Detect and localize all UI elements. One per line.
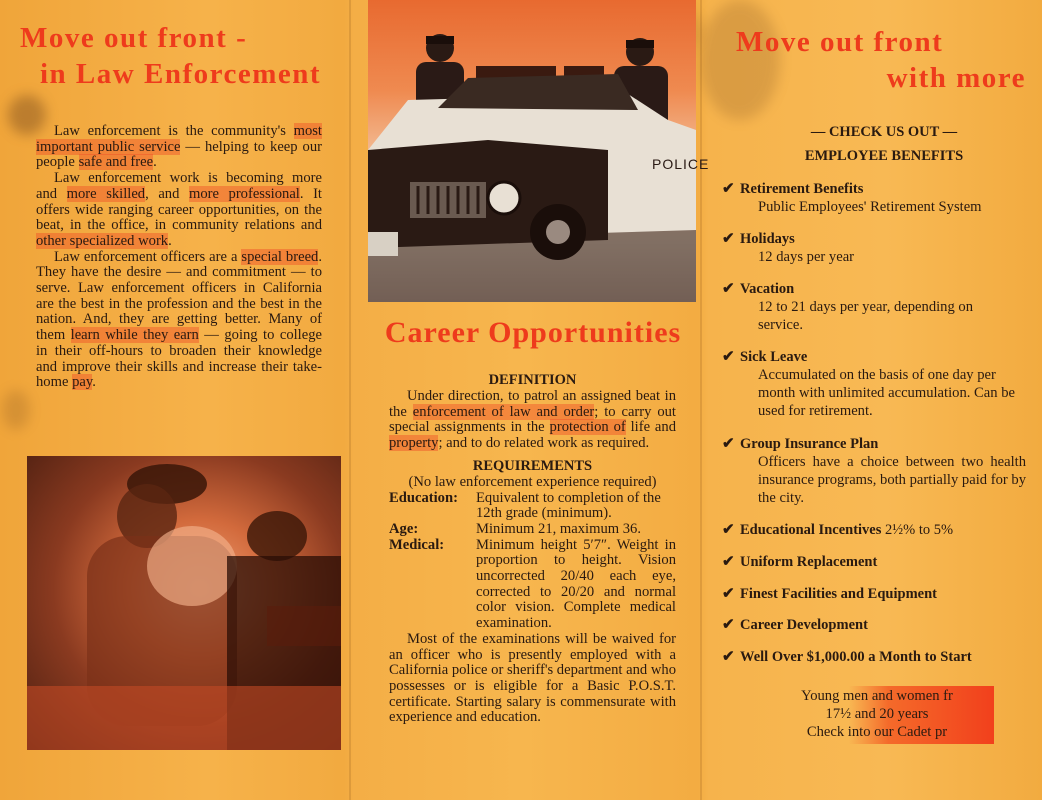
- benefit-item: [722, 553, 1032, 571]
- benefit-title: Sick Leave: [740, 349, 808, 365]
- text-run: Under direction, to patrol an assigned beat in the: [389, 388, 676, 420]
- checkmark-icon: ✔: [722, 617, 735, 633]
- text-run: — helping to keep our people: [36, 138, 322, 171]
- highlight: special breed: [241, 248, 319, 265]
- text-run: life and: [625, 419, 676, 436]
- benefit-title: Well Over $1,000.00 a Month to Start: [740, 649, 972, 665]
- highlight: safe and free: [78, 154, 154, 171]
- text-run: . They have the desire — and commitment — to serve. Law enforcement officers in California are the best in the profession and the best in the nation. And, they are getting better. Many of them: [36, 248, 322, 344]
- benefit-item: [722, 435, 1032, 507]
- car-police-label: POLICE: [652, 156, 710, 172]
- classroom-photo: [27, 456, 341, 750]
- highlight: other specialized work: [36, 232, 169, 249]
- req-key: Age:: [389, 520, 419, 537]
- benefit-suffix: 2½% to 5%: [885, 522, 954, 538]
- req-key: Education:: [389, 489, 458, 506]
- checkmark-icon: ✔: [722, 554, 735, 570]
- cadet-promo-text: [760, 686, 994, 741]
- benefit-title: Holidays: [740, 231, 795, 247]
- requirements-heading: REQUIREMENTS: [472, 457, 593, 474]
- benefit-title: Educational Incentives: [740, 522, 882, 538]
- promo-line: 17½ and 20 years: [825, 706, 929, 722]
- benefit-item: [722, 348, 1032, 420]
- center-body: [389, 372, 676, 726]
- checkmark-icon: ✔: [722, 231, 735, 247]
- highlight: most important public service: [36, 123, 322, 155]
- closing-text: [389, 632, 676, 726]
- benefit-item: [722, 616, 1032, 634]
- benefit-item: [722, 585, 1032, 603]
- highlight: more skilled: [66, 185, 146, 202]
- benefit-title: Uniform Replacement: [740, 554, 878, 570]
- center-title: Career Opportunities: [384, 316, 682, 349]
- text-run: Law enforcement work is becoming more and: [36, 170, 322, 202]
- right-subheading-2: EMPLOYEE BENEFITS: [804, 148, 964, 164]
- checkmark-icon: ✔: [722, 586, 735, 602]
- highlight: learn while they earn: [70, 327, 199, 344]
- text-run: Law enforcement officers are a: [54, 248, 242, 265]
- cadet-promo-box: [760, 686, 994, 744]
- benefit-item: [722, 648, 1032, 666]
- requirements-note: (No law enforcement experience required): [408, 473, 657, 490]
- closing-paragraph: Most of the examinations will be waived for an officer who is presently employed with a California police or sheriff's department and who possesses or is eligible for a Basic P.O.S.T. certificate. Starting salary is commensurate with experience and education.: [389, 630, 676, 726]
- right-subheading-1: — CHECK US OUT —: [810, 124, 958, 140]
- text-run: Law enforcement is the community's: [54, 123, 294, 139]
- promo-line: Young men and women fr: [801, 688, 953, 704]
- promo-line: Check into our Cadet pr: [806, 724, 948, 740]
- benefit-item: [722, 180, 1032, 216]
- left-panel: [0, 0, 350, 800]
- highlight: enforcement of law and order: [412, 403, 595, 420]
- text-run: , and: [145, 185, 189, 202]
- checkmark-icon: ✔: [722, 349, 735, 365]
- right-heading-line1: Move out front: [736, 26, 944, 58]
- req-value: Minimum height 5′7″. Weight in proportion to height. Vision uncorrected 20/40 each eye, corrected to 20/20 and normal color vision. Complete medical examination.: [476, 536, 676, 632]
- definition-text: [389, 389, 676, 452]
- left-paragraph-3: [36, 250, 322, 391]
- benefit-title: Finest Facilities and Equipment: [740, 586, 937, 602]
- highlight: more professional: [188, 185, 300, 202]
- checkmark-icon: ✔: [722, 649, 735, 665]
- benefit-title: Group Insurance Plan: [740, 436, 879, 452]
- benefit-description: 12 days per year: [758, 249, 855, 265]
- highlight: property: [389, 435, 439, 452]
- checkmark-icon: ✔: [722, 436, 735, 452]
- text-run: . It offers wide ranging career opportunities, on the beat, in the office, in community relations and: [36, 185, 322, 234]
- benefit-description: Officers have a choice between two health insurance programs, both partially paid for by the city.: [758, 454, 1026, 506]
- requirements-list: [389, 491, 676, 632]
- left-paragraph-2: [36, 171, 322, 250]
- checkmark-icon: ✔: [722, 281, 735, 297]
- req-value: Equivalent to completion of the 12th grade (minimum).: [476, 489, 661, 522]
- highlight: protection of: [549, 419, 626, 436]
- req-key: Medical:: [389, 536, 445, 553]
- benefit-title: Career Development: [740, 617, 868, 633]
- text-run: — going to college in their off-hours to broaden their knowledge and improve their skills and increase their take-home: [36, 327, 322, 391]
- benefit-item: [722, 521, 1032, 539]
- left-heading-line2: in Law Enforcement: [40, 58, 322, 90]
- benefit-item: [722, 280, 1032, 334]
- left-body: [36, 124, 322, 391]
- police-car-art: [368, 0, 696, 302]
- benefit-title: Retirement Benefits: [740, 181, 864, 197]
- definition-heading: DEFINITION: [488, 372, 577, 388]
- text-run: .: [92, 374, 96, 391]
- left-heading-line1: Move out front -: [20, 22, 248, 54]
- checkmark-icon: ✔: [722, 181, 735, 197]
- checkmark-icon: ✔: [722, 522, 735, 538]
- benefit-description: Accumulated on the basis of one day per month with unlimited accumulation. Can be used for retirement.: [758, 367, 1015, 419]
- classroom-photo-art: [27, 456, 341, 750]
- benefit-title: Vacation: [740, 281, 795, 297]
- benefit-item: [722, 230, 1032, 266]
- req-value: Minimum 21, maximum 36.: [476, 520, 641, 537]
- benefit-description: 12 to 21 days per year, depending on service.: [758, 299, 974, 333]
- left-paragraph-1: [36, 124, 322, 171]
- benefit-description: Public Employees' Retirement System: [758, 199, 982, 215]
- text-run: .: [153, 154, 157, 171]
- right-heading-line2: with more: [886, 62, 1026, 94]
- highlight: pay: [72, 374, 93, 391]
- text-run: .: [168, 232, 172, 249]
- police-car-photo: [368, 0, 710, 302]
- text-run: ; to carry out special assignments in the: [389, 403, 676, 436]
- text-run: ; and to do related work as required.: [438, 435, 650, 452]
